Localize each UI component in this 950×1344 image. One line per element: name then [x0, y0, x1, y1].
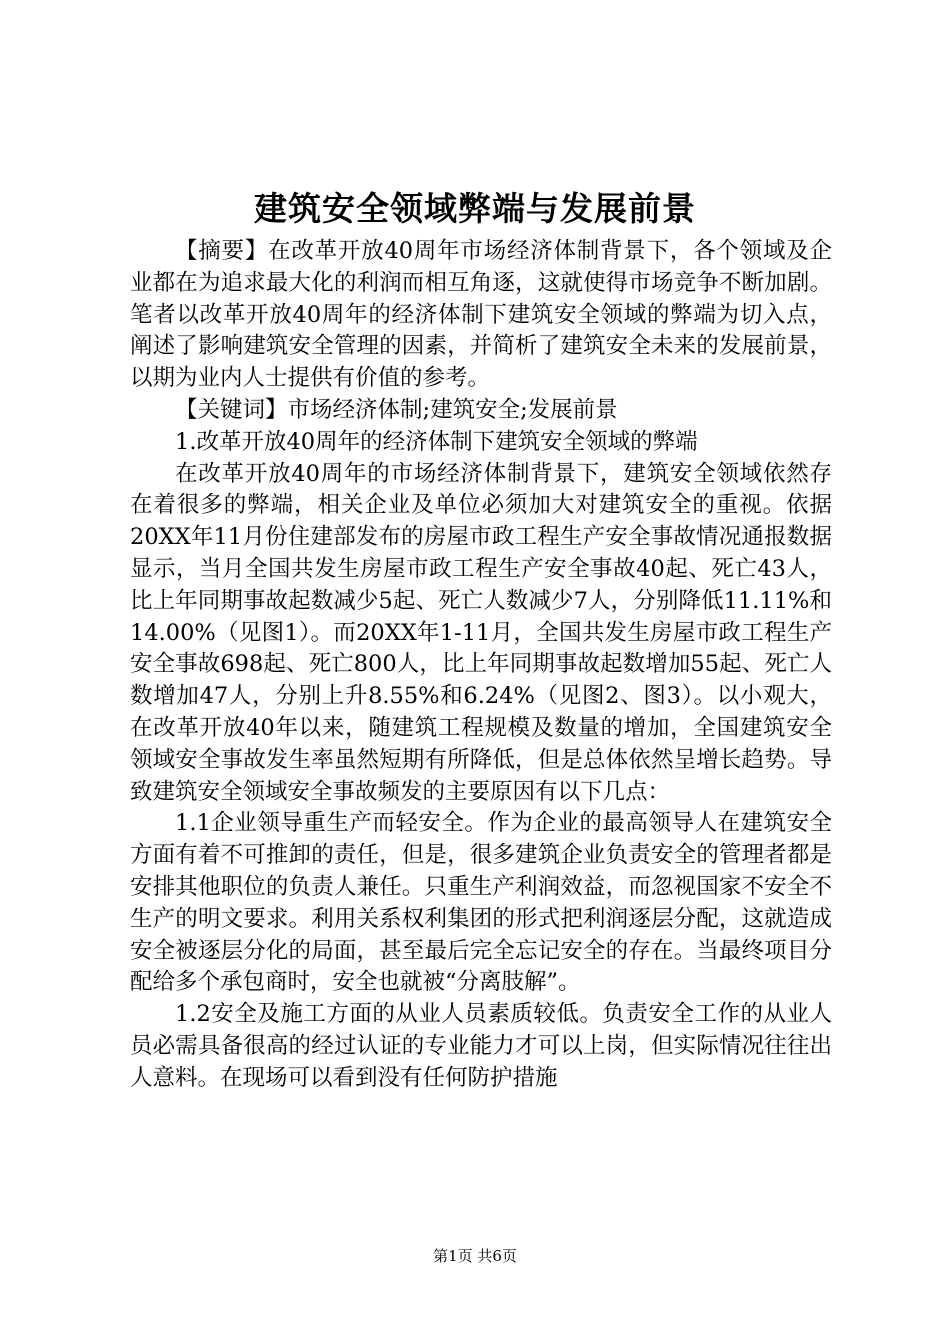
- document-body: [130, 236, 832, 1095]
- section-heading: 1.改革开放40周年的经济体制下建筑安全领域的弊端: [175, 428, 698, 455]
- keywords-paragraph: 【关键词】市场经济体制;建筑安全;发展前景: [175, 396, 618, 423]
- body-paragraph: 在改革开放40周年的市场经济体制背景下，建筑安全领域依然存在着很多的弊端，相关企业及单位必须加大对建筑安全的重视。依据20XX年11月份住建部发布的房屋市政工程生产安全事故情况通报数据显示，当月全国共发生房屋市政工程生产安全事故40起、死亡43人，比上年同期事故起数减少5起、死亡人数减少7人，分别降低11.11%和14.00%（见图1）。而20XX年1-11月，全国共发生房屋市政工程生产安全事故698起、死亡800人，比上年同期事故起数增加55起、死亡人数增加47人，分别上升8.55%和6.24%（见图2、图3）。以小观大，在改革开放40年以来，随建筑工程规模及数量的增加，全国建筑安全领域安全事故发生率虽然短期有所降低，但是总体依然呈增长趋势。导致建筑安全领域安全事故频发的主要原因有以下几点：: [130, 460, 832, 805]
- abstract-paragraph: 【摘要】在改革开放40周年市场经济体制背景下，各个领域及企业都在为追求最大化的利润而相互角逐，这就使得市场竞争不断加剧。笔者以改革开放40周年的经济体制下建筑安全领域的弊端为切入点，阐述了影响建筑安全管理的因素，并简析了建筑安全未来的发展前景，以期为业内人士提供有价值的参考。: [130, 238, 832, 392]
- page-footer: 第1页 共6页: [433, 1247, 517, 1265]
- document-title: 建筑安全领域弊端与发展前景: [254, 189, 696, 228]
- body-paragraph: 1.2安全及施工方面的从业人员素质较低。负责安全工作的从业人员必需具备很高的经过认证的专业能力才可以上岗，但实际情况往往出人意料。在现场可以看到没有任何防护措施: [130, 1001, 832, 1091]
- body-paragraph: 1.1企业领导重生产而轻安全。作为企业的最高领导人在建筑安全方面有着不可推卸的责任，但是，很多建筑企业负责安全的管理者都是安排其他职位的负责人兼任。只重生产利润效益，而忽视国家不安全不生产的明文要求。利用关系权利集团的形式把利润逐层分配，这就造成安全被逐层分化的局面，甚至最后完全忘记安全的存在。当最终项目分配给多个承包商时，安全也就被“分离肢解”。: [130, 810, 832, 996]
